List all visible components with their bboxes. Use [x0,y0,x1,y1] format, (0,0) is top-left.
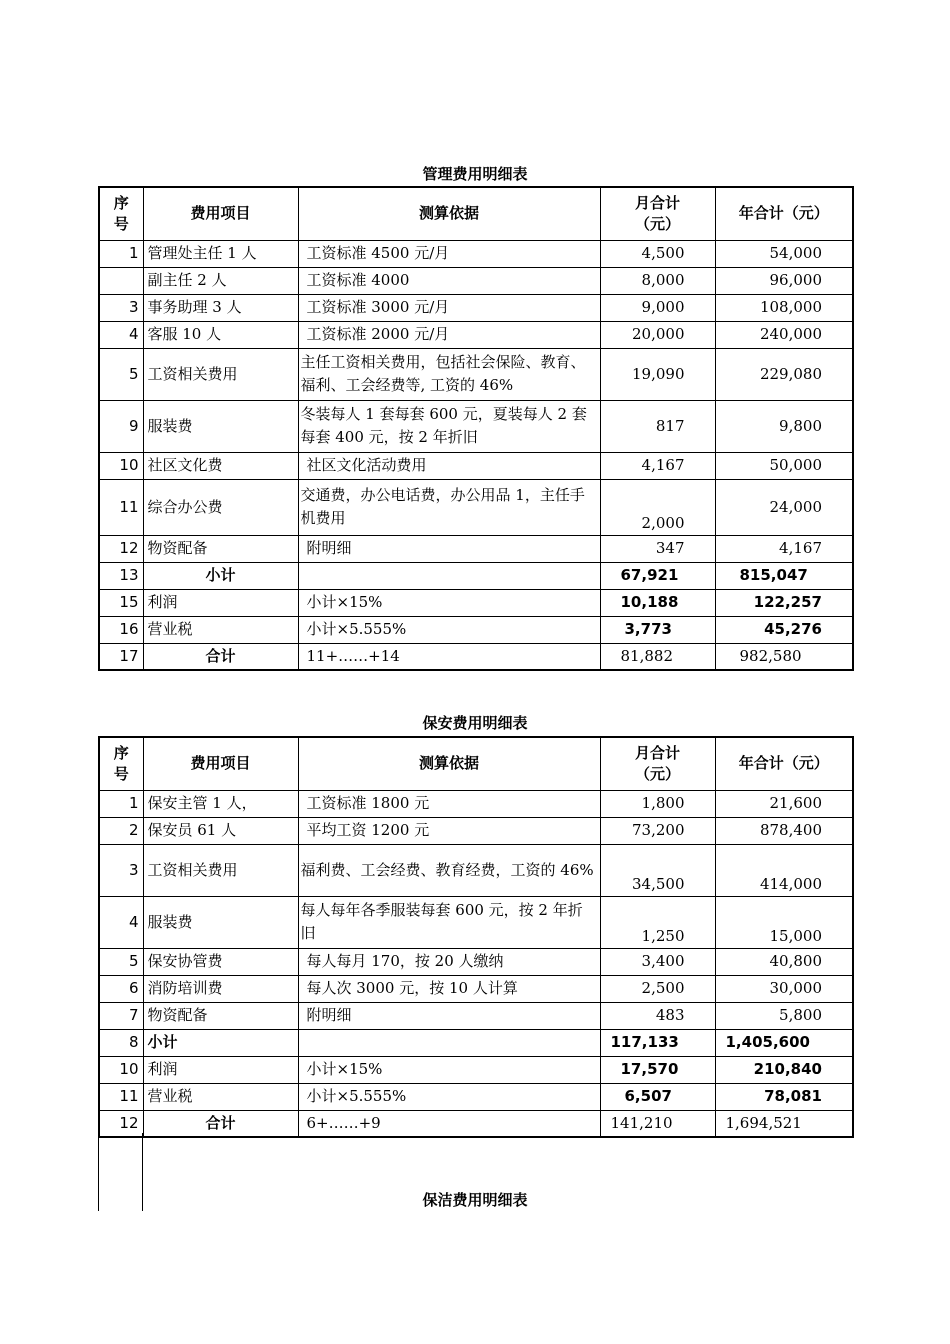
row-item: 小计 [143,1029,298,1056]
row-seq: 10 [99,452,143,479]
header-monthly: 月合计（元） [600,187,715,240]
row-monthly: 67,921 [600,562,715,589]
table-row [99,616,853,643]
row-monthly: 4,167 [600,452,715,479]
row-basis: 工资标准 1800 元 [298,790,600,817]
table-row [99,844,853,896]
row-yearly: 24,000 [715,479,853,535]
row-yearly: 30,000 [715,975,853,1002]
row-seq: 16 [99,616,143,643]
row-item: 服装费 [143,400,298,452]
row-monthly: 81,882 [600,643,715,670]
cleaning-table-title: 保洁费用明细表 [422,1191,528,1209]
row-seq: 15 [99,589,143,616]
row-item: 服装费 [143,896,298,948]
row-seq [99,267,143,294]
row-yearly: 815,047 [715,562,853,589]
table-row [99,321,853,348]
table-row [99,400,853,452]
row-item: 合计 [143,643,298,670]
row-basis: 平均工资 1200 元 [298,817,600,844]
row-seq: 13 [99,562,143,589]
row-seq: 3 [99,294,143,321]
row-item: 工资相关费用 [143,348,298,400]
row-monthly: 141,210 [600,1110,715,1137]
row-monthly: 20,000 [600,321,715,348]
row-yearly: 4,167 [715,535,853,562]
row-yearly: 21,600 [715,790,853,817]
total-row [99,1110,853,1137]
row-seq: 4 [99,321,143,348]
row-item: 综合办公费 [143,479,298,535]
row-basis: 社区文化活动费用 [298,452,600,479]
row-item: 利润 [143,589,298,616]
row-yearly: 122,257 [715,589,853,616]
row-monthly: 117,133 [600,1029,715,1056]
table-row [99,975,853,1002]
row-monthly: 1,250 [600,896,715,948]
row-item: 客服 10 人 [143,321,298,348]
header-yearly: 年合计（元） [715,187,853,240]
table-row [99,1002,853,1029]
table-row [99,479,853,535]
row-item: 消防培训费 [143,975,298,1002]
row-basis: 小计×5.555% [298,616,600,643]
row-yearly: 982,580 [715,643,853,670]
row-yearly: 45,276 [715,616,853,643]
row-item: 管理处主任 1 人 [143,240,298,267]
header-seq: 序号 [99,737,143,790]
row-basis: 每人次 3000 元，按 10 人计算 [298,975,600,1002]
row-seq: 11 [99,479,143,535]
row-monthly: 10,188 [600,589,715,616]
table-row [99,817,853,844]
row-seq: 1 [99,240,143,267]
header-monthly: 月合计（元） [600,737,715,790]
row-basis: 冬装每人 1 套每套 600 元，夏装每人 2 套每套 400 元，按 2 年折旧 [298,400,600,452]
row-monthly: 17,570 [600,1056,715,1083]
row-item: 物资配备 [143,535,298,562]
table-row [99,1083,853,1110]
row-basis: 工资标准 3000 元/月 [298,294,600,321]
table-row [99,535,853,562]
row-basis: 6+……+9 [298,1110,600,1137]
management-table-title: 管理费用明细表 [422,165,528,183]
row-item: 合计 [143,1110,298,1137]
table-row [99,896,853,948]
row-seq: 1 [99,790,143,817]
row-yearly: 15,000 [715,896,853,948]
subtotal-row [99,1029,853,1056]
row-seq: 17 [99,643,143,670]
row-item: 小计 [143,562,298,589]
row-basis [298,1029,600,1056]
row-basis: 工资标准 4000 [298,267,600,294]
row-item: 物资配备 [143,1002,298,1029]
row-item: 副主任 2 人 [143,267,298,294]
row-monthly: 3,400 [600,948,715,975]
row-basis: 11+……+14 [298,643,600,670]
row-seq: 6 [99,975,143,1002]
row-yearly: 78,081 [715,1083,853,1110]
row-monthly: 4,500 [600,240,715,267]
row-basis: 交通费，办公电话费，办公用品 1，主任手机费用 [298,479,600,535]
row-item: 保安员 61 人 [143,817,298,844]
row-seq: 3 [99,844,143,896]
row-seq: 5 [99,348,143,400]
row-monthly: 8,000 [600,267,715,294]
row-basis: 主任工资相关费用，包括社会保险、教育、福利、工会经费等, 工资的 46% [298,348,600,400]
table-row [99,790,853,817]
row-monthly: 2,500 [600,975,715,1002]
row-item: 利润 [143,1056,298,1083]
row-basis: 福利费、工会经费、教育经费，工资的 46% [298,844,600,896]
header-row [99,187,853,240]
security-cost-table [98,736,854,1138]
table-row [99,294,853,321]
row-item: 保安协管费 [143,948,298,975]
row-basis: 每人每年各季服装每套 600 元，按 2 年折旧 [298,896,600,948]
row-yearly: 229,080 [715,348,853,400]
row-monthly: 347 [600,535,715,562]
row-basis: 附明细 [298,1002,600,1029]
row-basis: 工资标准 2000 元/月 [298,321,600,348]
row-yearly: 210,840 [715,1056,853,1083]
header-basis: 测算依据 [298,737,600,790]
header-yearly: 年合计（元） [715,737,853,790]
row-seq: 5 [99,948,143,975]
row-basis: 工资标准 4500 元/月 [298,240,600,267]
table-row [99,348,853,400]
row-monthly: 9,000 [600,294,715,321]
row-item: 工资相关费用 [143,844,298,896]
row-seq: 9 [99,400,143,452]
row-yearly: 240,000 [715,321,853,348]
table-row [99,1056,853,1083]
table-row [99,589,853,616]
row-monthly: 817 [600,400,715,452]
row-monthly: 2,000 [600,479,715,535]
row-yearly: 1,405,600 [715,1029,853,1056]
row-seq: 4 [99,896,143,948]
row-yearly: 108,000 [715,294,853,321]
row-monthly: 483 [600,1002,715,1029]
row-monthly: 34,500 [600,844,715,896]
header-row [99,737,853,790]
row-basis: 每人每月 170，按 20 人缴纳 [298,948,600,975]
row-monthly: 3,773 [600,616,715,643]
row-yearly: 50,000 [715,452,853,479]
row-item: 事务助理 3 人 [143,294,298,321]
table-row [99,267,853,294]
row-monthly: 1,800 [600,790,715,817]
subtotal-row [99,562,853,589]
row-seq: 12 [99,535,143,562]
table-row [99,452,853,479]
row-basis: 小计×15% [298,1056,600,1083]
row-basis [298,562,600,589]
row-seq: 10 [99,1056,143,1083]
header-item: 费用项目 [143,187,298,240]
row-monthly: 19,090 [600,348,715,400]
row-yearly: 40,800 [715,948,853,975]
header-seq: 序号 [99,187,143,240]
row-item: 营业税 [143,616,298,643]
row-seq: 11 [99,1083,143,1110]
row-seq: 7 [99,1002,143,1029]
row-seq: 8 [99,1029,143,1056]
row-yearly: 96,000 [715,267,853,294]
row-basis: 小计×15% [298,589,600,616]
header-basis: 测算依据 [298,187,600,240]
row-basis: 附明细 [298,535,600,562]
header-item: 费用项目 [143,737,298,790]
row-yearly: 5,800 [715,1002,853,1029]
row-yearly: 9,800 [715,400,853,452]
management-cost-table [98,186,854,671]
row-monthly: 6,507 [600,1083,715,1110]
row-item: 营业税 [143,1083,298,1110]
table-row [99,948,853,975]
row-item: 保安主管 1 人， [143,790,298,817]
row-yearly: 1,694,521 [715,1110,853,1137]
row-monthly: 73,200 [600,817,715,844]
row-seq: 12 [99,1110,143,1137]
row-yearly: 54,000 [715,240,853,267]
row-yearly: 878,400 [715,817,853,844]
row-yearly: 414,000 [715,844,853,896]
row-item: 社区文化费 [143,452,298,479]
row-basis: 小计×5.555% [298,1083,600,1110]
row-seq: 2 [99,817,143,844]
table-row [99,240,853,267]
total-row [99,643,853,670]
security-table-title: 保安费用明细表 [422,714,528,732]
